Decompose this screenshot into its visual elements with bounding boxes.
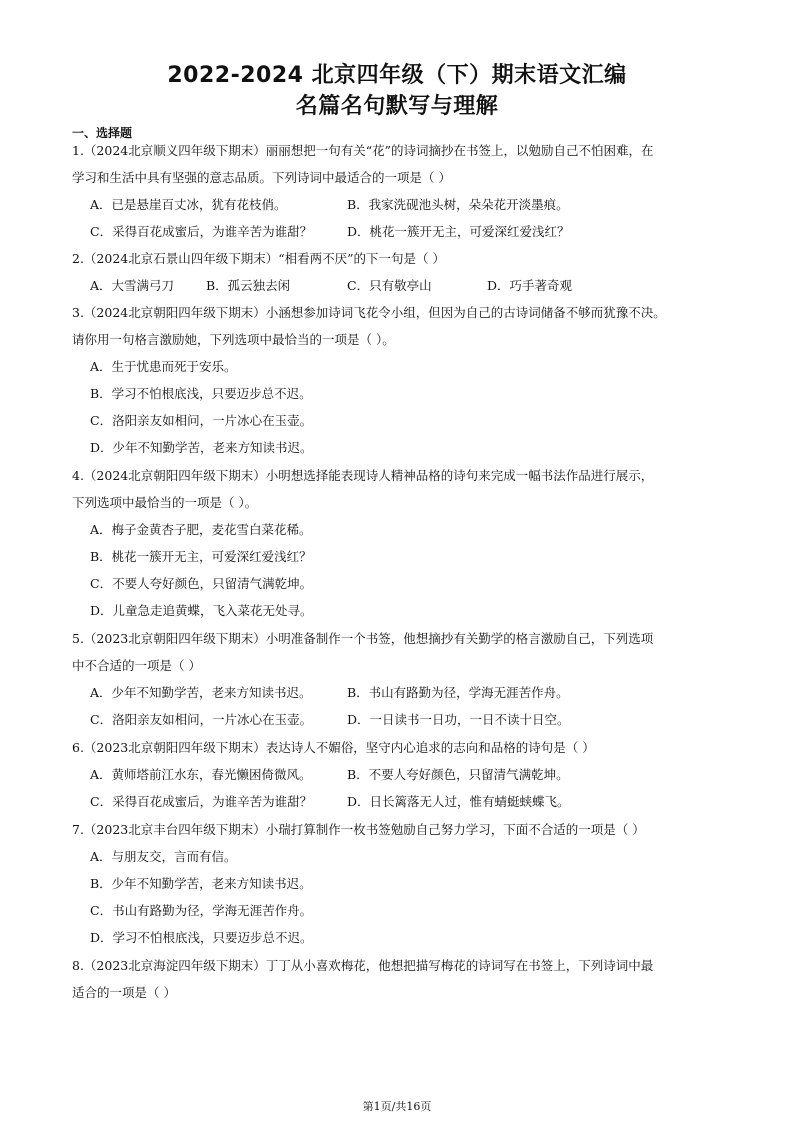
- question-4-option-c: C．不要人夸好颜色，只留清气满乾坤。: [90, 576, 313, 591]
- document-title-line1: 2022-2024 北京四年级（下）期末语文汇编: [167, 63, 627, 88]
- question-3-option-a: A．生于忧患而死于安乐。: [90, 359, 237, 374]
- question-1-option-b: B．我家洗砚池头树，朵朵花开淡墨痕。: [347, 197, 569, 212]
- question-7-option-d: D．学习不怕根底浅，只要迈步总不迟。: [90, 930, 313, 945]
- question-2-stem-line1: 2.（2024北京石景山四年级下期末）“相看两不厌”的下一句是（ ）: [72, 251, 445, 266]
- question-4-option-d: D．儿童急走追黄蝶，飞入菜花无处寻。: [90, 603, 313, 618]
- question-6-stem-line1: 6.（2023北京朝阳四年级下期末）表达诗人不媚俗，坚守内心追求的志向和品格的诗句是（ ）: [72, 740, 595, 755]
- question-1-option-a: A．已是悬崖百丈冰，犹有花枝俏。: [90, 197, 287, 212]
- question-3-stem-line2: 请你用一句格言激励她，下列选项中最恰当的一项是（ ）。: [72, 332, 395, 347]
- question-3-stem-line1: 3.（2024北京朝阳四年级下期末）小涵想参加诗词飞花令小组，但因为自己的古诗词储备不够而犹豫不决。: [72, 305, 666, 320]
- question-7-option-a: A．与朋友交，言而有信。: [90, 849, 237, 864]
- question-8-stem-line2: 适合的一项是（ ）: [72, 985, 176, 1000]
- question-7-option-b: B．少年不知勤学苦，老来方知读书迟。: [90, 876, 312, 891]
- question-6-option-b: B．不要人夸好颜色，只留清气满乾坤。: [347, 767, 569, 782]
- question-6-option-d: D．日长篱落无人过，惟有蜻蜓蛱蝶飞。: [347, 794, 570, 809]
- question-5-stem-line1: 5.（2023北京朝阳四年级下期末）小明准备制作一个书签，他想摘抄有关勤学的格言激励自己，下列选项: [72, 631, 654, 646]
- question-6-option-a: A．黄师塔前江水东，春光懒困倚微风。: [90, 767, 312, 782]
- question-5-stem-line2: 中不合适的一项是（ ）: [72, 658, 201, 673]
- page-number-footer: 第1页/共16页: [362, 1100, 432, 1113]
- question-5-option-c: C．洛阳亲友如相问，一片冰心在玉壶。: [90, 712, 313, 727]
- question-3-option-b: B．学习不怕根底浅，只要迈步总不迟。: [90, 386, 312, 401]
- question-1-option-d: D．桃花一簇开无主，可爱深红爱浅红？: [347, 224, 570, 239]
- question-2-option-b: B．孤云独去闲: [206, 278, 291, 293]
- question-4-stem-line1: 4.（2024北京朝阳四年级下期末）小明想选择能表现诗人精神品格的诗句来完成一幅书法作品进行展示，: [72, 468, 654, 483]
- question-4-option-a: A．梅子金黄杏子肥，麦花雪白菜花稀。: [90, 522, 312, 537]
- question-4-stem-line2: 下列选项中最恰当的一项是（ ）。: [72, 495, 258, 510]
- question-1-stem-line1: 1.（2024北京顺义四年级下期末）丽丽想把一句有关“花”的诗词摘抄在书签上，以勉励自己不怕困难，在: [72, 143, 654, 158]
- question-2-option-d: D．巧手著奇观: [487, 278, 573, 293]
- question-6-option-c: C．采得百花成蜜后，为谁辛苦为谁甜？: [90, 794, 313, 809]
- question-5-option-d: D．一日读书一日功，一日不读十日空。: [347, 712, 570, 727]
- question-5-option-a: A．少年不知勤学苦，老来方知读书迟。: [90, 685, 312, 700]
- document-title-line2: 名篇名句默写与理解: [295, 94, 499, 119]
- question-7-stem-line1: 7.（2023北京丰台四年级下期末）小瑞打算制作一枚书签勉励自己努力学习，下面不合适的一项是（ ）: [72, 822, 645, 837]
- question-4-option-b: B．桃花一簇开无主，可爱深红爱浅红？: [90, 549, 312, 564]
- question-7-option-c: C．书山有路勤为径，学海无涯苦作舟。: [90, 903, 313, 918]
- question-3-option-d: D．少年不知勤学苦，老来方知读书迟。: [90, 440, 313, 455]
- question-5-option-b: B．书山有路勤为径，学海无涯苦作舟。: [347, 685, 569, 700]
- question-2-option-c: C．只有敬亭山: [347, 278, 432, 293]
- question-1-option-c: C．采得百花成蜜后，为谁辛苦为谁甜？: [90, 224, 313, 239]
- question-1-stem-line2: 学习和生活中具有坚强的意志品质。下列诗词中最适合的一项是（ ）: [72, 170, 451, 185]
- question-3-option-c: C．洛阳亲友如相问，一片冰心在玉壶。: [90, 413, 313, 428]
- question-2-option-a: A．大雪满弓刀: [90, 278, 175, 293]
- question-8-stem-line1: 8.（2023北京海淀四年级下期末）丁丁从小喜欢梅花，他想把描写梅花的诗词写在书签上，下列诗词中最: [72, 958, 654, 973]
- section-heading: 一、选择题: [72, 126, 133, 140]
